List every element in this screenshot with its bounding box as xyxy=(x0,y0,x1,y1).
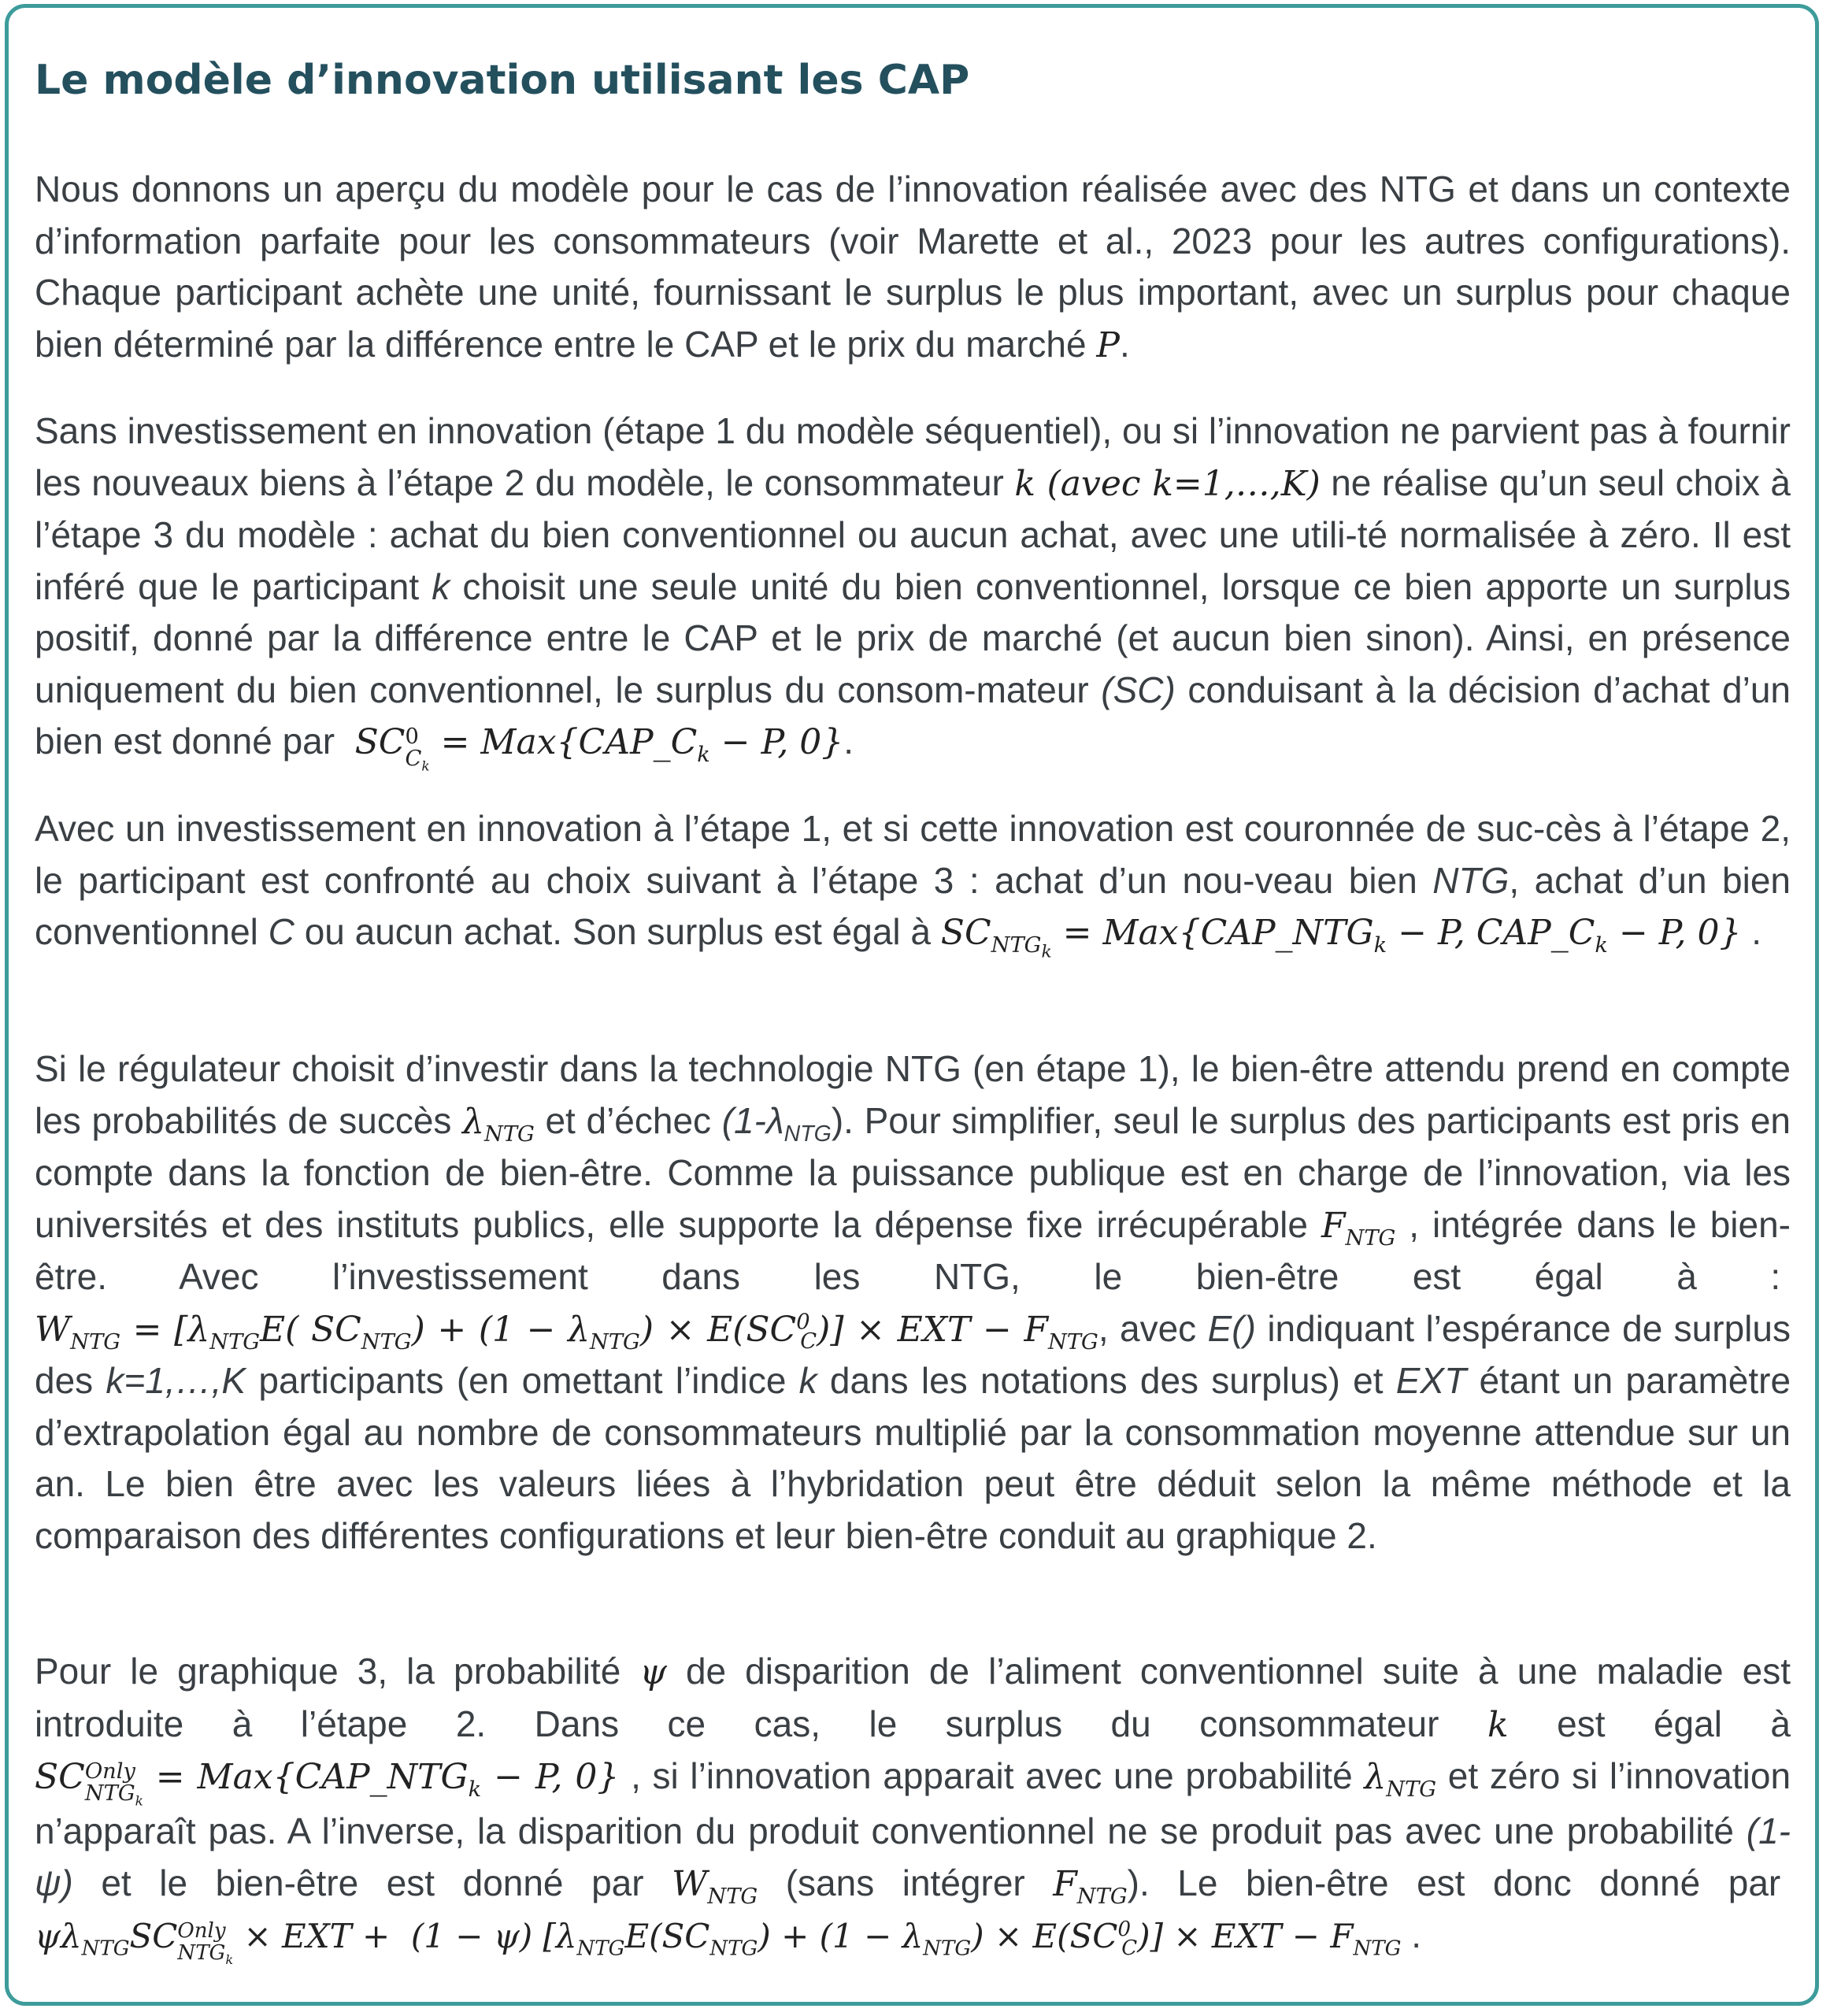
psi-var: ψ xyxy=(639,1652,667,1692)
fixed-cost: $F_{NTG}$ xyxy=(1321,1205,1396,1251)
paragraph-no-investment: Sans investissement en innovation (étape 1 du modèle séquentiel), ou si l’innovation ne parvient pas à fournir les nouveaux biens à l’étape 2 du modèle, le consommateur k (avec k=1,…,K) ne réalise qu’un seul choix à l’étape 3 du modèle : achat du bien conventionnel ou aucun achat, avec une utili-té normalisée à zéro. Il est inféré que le participant k choisit une seule unité du bien conventionnel, lorsque ce bien apporte un surplus positif, donné par la différence entre le CAP et le prix de marché (et aucun bien sinon). Ainsi, en présence uniquement du bien conventionnel, le surplus du consom-mateur (SC) conduisant à la décision d’achat d’un bien est donné par SC 0 $C_k$ = $Max\{CAP\_C_k - P$, 0}. xyxy=(35,410,1791,774)
section-title: Le modèle d’innovation utilisant les CAP xyxy=(35,57,970,104)
formula-sc-only: SC Only $NTG_k$ = $Max\{CAP\_NTG_k - P$, 0} xyxy=(35,1757,620,1809)
formula-welfare-disease: $\psi\lambda_{NTG}SC$ Only $NTG_k$ × EXT + (1 − ψ) $[\lambda_{NTG}E(SC_{NTG}) + (1 - \lambda_{NTG}) \times E(SC^0_C)]$ × EXT − $F_{NTG}$ xyxy=(35,1917,1402,1967)
paragraph-intro: Nous donnons un aperçu du modèle pour le cas de l’innovation réalisée avec des NTG et dans un contexte d’information parfaite pour les consommateurs (voir Marette et al., 2023 pour les autres configurations). Chaque participant achète une unité, fournissant le surplus le plus important, avec un surplus pour chaque bien déterminé par la différence entre le CAP et le prix du marché P. xyxy=(35,169,1791,365)
formula-sc-ntg: $SC_{NTG_k}$ = $Max\{CAP\_NTG_k - P$, $CAP\_C_k - P$, 0} xyxy=(940,913,1742,962)
formula-welfare-ntg: $W_{NTG} = [\lambda_{NTG}E$( $SC_{NTG}) + (1 - \lambda_{NTG}) \times E(SC^0_C)$] × EXT − $F_{NTG}$ xyxy=(35,1309,1098,1354)
paragraph-investment: Avec un investissement en innovation à l’étape 1, et si cette innovation est couronnée de suc-cès à l’étape 2, le participant est confronté au choix suivant à l’étape 3 : achat d’un nou-veau bien NTG, achat d’un bien conventionnel C ou aucun achat. Son surplus est égal à $SC_{NTG_k}$ = $Max\{CAP\_NTG_k - P$, $CAP\_C_k - P$, 0} . xyxy=(35,808,1791,962)
formula-sc-conventional: SC 0 $C_k$ = $Max\{CAP\_C_k - P$, 0} xyxy=(354,722,844,774)
paragraph-welfare: Si le régulateur choisit d’investir dans la technologie NTG (en étape 1), le bien-être attendu prend en compte les probabilités de succès $\lambda_{NTG}$ et d’échec $(1-\lambda_{NTG})$. Pour simplifier, seul le surplus des participants est pris en compte dans la fonction de bien-être. Comme la puissance publique est en charge de l’innovation, via les universités et des instituts publics, elle supporte la dépense fixe irrécupérable $F_{NTG}$ , intégrée dans le bien-être. Avec l’investissement dans les NTG, le bien-être est égal à : $W_{NTG} = [\lambda_{NTG}E$( $SC_{NTG}) + (1 - \lambda_{NTG}) \times E(SC^0_C)$] × EXT − $F_{NTG}$, avec E() indiquant l’espérance de surplus des k=1,…,K participants (en omettant l’indice k dans les notations des surplus) et EXT étant un paramètre d’extrapolation égal au nombre de consommateurs multiplié par la consommation moyenne attendue sur un an. Le bien être avec les valeurs liées à l’hybridation peut être déduit selon la même méthode et la comparaison des différentes configurations et leur bien-être conduit au graphique 2. xyxy=(35,1048,1791,1556)
p1-text: Nous donnons un aperçu du modèle pour le cas de l’innovation réalisée avec des NTG et dans un contexte d’information parfaite pour les consommateurs (voir Marette et al., 2023 pour les autres configurations). Chaque participant achète une unité, fournissant le surplus le plus important, avec un surplus pour chaque bien déterminé par la différence entre le CAP et le prix du marché xyxy=(35,169,1791,365)
k-range: k (avec k=1,…,K) xyxy=(1014,463,1321,504)
lambda-ntg: $\lambda_{NTG}$ xyxy=(462,1101,535,1147)
paragraph-disease: Pour le graphique 3, la probabilité ψ de disparition de l’aliment conventionnel suite à une maladie est introduite à l’étape 2. Dans ce cas, le surplus du consommateur k est égal à SC Only $NTG_k$ = $Max\{CAP\_NTG_k - P$, 0} , si l’innovation apparait avec une probabilité $\lambda_{NTG}$ et zéro si l’innovation n’apparaît pas. A l’inverse, la disparition du produit conventionnel ne se produit pas avec une probabilité (1-ψ) et le bien-être est donné par $W_{NTG}$ (sans intégrer $F_{NTG}$). Le bien-être est donc donné par $\psi\lambda_{NTG}SC$ Only $NTG_k$ × EXT + (1 − ψ) $[\lambda_{NTG}E(SC_{NTG}) + (1 - \lambda_{NTG}) \times E(SC^0_C)]$ × EXT − $F_{NTG}$ . xyxy=(35,1651,1791,1967)
price-var: P xyxy=(1096,324,1120,365)
